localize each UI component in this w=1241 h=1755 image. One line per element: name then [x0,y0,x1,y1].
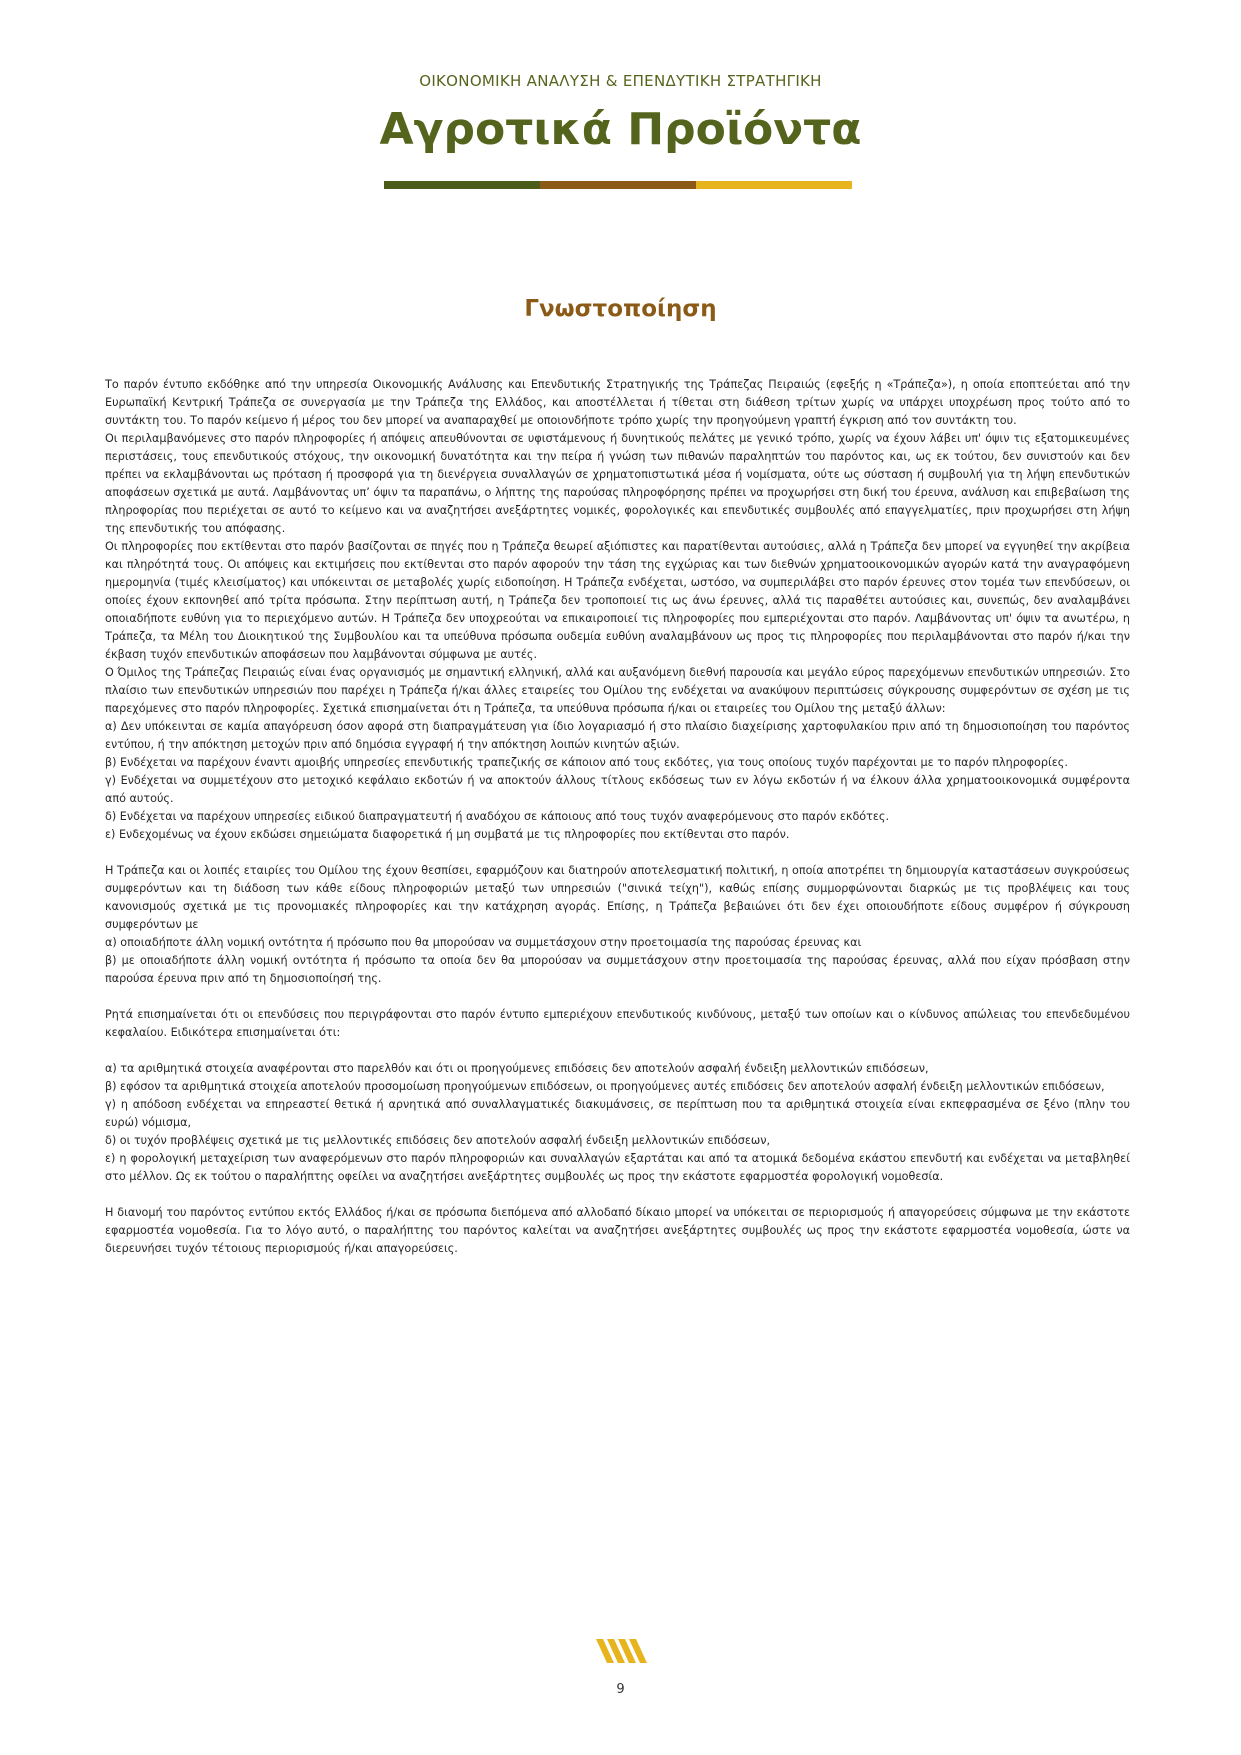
paragraph-spacer [105,988,1130,1006]
disclaimer-list-item: δ) Ενδέχεται να παρέχουν υπηρεσίες ειδικού διαπραγματευτή ή αναδόχου σε κάποιους από τους τυχόν αναφερόμενους στο παρόν εκδότες. [105,810,890,823]
disclaimer-list-item: ε) η φορολογική μεταχείριση των αναφερόμενων στο παρόν πληροφοριών και συναλλαγών εξαρτάται και από τα ατομικά δεδομένα εκάστου επενδυτή και ενδέχεται να μεταβληθεί στο μέλλον. Ως εκ τούτου ο παραλήπτης οφείλει να αναζητήσει ανεξάρτητες συμβουλές ως προς την εκάστοτε εφαρμοστέα φορολογική νομοθεσία. [105,1152,1130,1183]
disclaimer-list-item: γ) η απόδοση ενδέχεται να επηρεαστεί θετικά ή αρνητικά από συναλλαγματικές διακυμάνσεις, σε περίπτωση που τα αριθμητικά στοιχεία είναι εκπεφρασμένα σε ξένο (πλην του ευρώ) νόμισμα, [105,1098,1130,1129]
disclaimer-paragraph: Οι περιλαμβανόμενες στο παρόν πληροφορίες ή απόψεις απευθύνονται σε υφιστάμενους ή δυνητικούς πελάτες με γενικό τρόπο, χωρίς να έχουν λάβει υπ' όψιν τις εξατομικευμένες περιστάσεις, τους επενδυτικούς στόχους, την οικονομική δυνατότητα και την πείρα ή γνώση των πιθανών παραληπτών του παρόντος και, ως εκ τούτου, δεν συνιστούν και δεν πρέπει να εκλαμβάνονται ως πρόταση ή προσφορά για τη διενέργεια συναλλαγών σε χρηματοπιστωτικά μέσα ή νομίσματα, ούτε ως σύσταση ή συμβουλή για τη λήψη επενδυτικών αποφάσεων σχετικά με αυτά. Λαμβάνοντας υπ’ όψιν τα παραπάνω, ο λήπτης της παρούσας πληροφόρησης πρέπει να προχωρήσει στη δική του έρευνα, ανάλυση και επιβεβαίωση της πληροφορίας που περιέχεται σε αυτό το κείμενο και να αναζητήσει ανεξάρτητες νομικές, φορολογικές και επενδυτικές συμβουλές από επαγγελματίες, πριν προχωρήσει στη λήψη της επενδυτικής του απόφασης. [105,432,1130,535]
disclaimer-list-item: δ) οι τυχόν προβλέψεις σχετικά με τις μελλοντικές επιδόσεις δεν αποτελούν ασφαλή ένδειξη μελλοντικών επιδόσεων, [105,1134,771,1147]
disclaimer-list-item: ε) Ενδεχομένως να έχουν εκδώσει σημειώματα διαφορετικά ή μη συμβατά με τις πληροφορίες που εκτίθενται στο παρόν. [105,828,790,841]
section-title: Γνωστοποίηση [524,296,717,322]
color-bar-segment-green [384,181,540,189]
disclaimer-paragraph: Η Τράπεζα και οι λοιπές εταιρίες του Ομίλου της έχουν θεσπίσει, εφαρμόζουν και διατηρούν αποτελεσματική πολιτική, η οποία αποτρέπει τη δημιουργία καταστάσεων συγκρούσεως συμφερόντων και τη διάδοση των κάθε είδους πληροφοριών μεταξύ των υπηρεσιών ("σινικά τείχη"), καθώς επίσης συμμορφώνονται διαρκώς με τις προβλέψεις και τους κανονισμούς σχετικά με τις προνομιακές πληροφορίες και την κατάχρηση αγοράς. Επίσης, η Τράπεζα βεβαιώνει ότι δεν έχει οποιουδήποτε είδους συμφέρον ή σύγκρουση συμφερόντων με [105,864,1130,931]
disclaimer-list-item: β) εφόσον τα αριθμητικά στοιχεία αποτελούν προσομοίωση προηγούμενων επιδόσεων, οι προηγούμενες αυτές επιδόσεις δεν αποτελούν ασφαλή ένδειξη μελλοντικών επιδόσεων, [105,1080,1105,1093]
disclaimer-paragraph: Ο Όμιλος της Τράπεζας Πειραιώς είναι ένας οργανισμός με σημαντική ελληνική, αλλά και αυξανόμενη διεθνή παρουσία και μεγάλο εύρος παρεχόμενων επενδυτικών υπηρεσιών. Στο πλαίσιο των επενδυτικών υπηρεσιών που παρέχει η Τράπεζα ή/και άλλες εταιρείες του Ομίλου της ενδέχεται να ανακύψουν περιπτώσεις σύγκρουσης συμφερόντων σε σχέση με τις παρεχόμενες στο παρόν πληροφορίες. Σχετικά επισημαίνεται ότι η Τράπεζα, τα υπεύθυνα πρόσωπα ή/και οι εταιρείες του Ομίλου της μεταξύ άλλων: [105,666,1130,715]
report-title: Αγροτικά Προϊόντα [379,104,862,155]
page-number: 9 [616,1682,625,1697]
disclaimer-paragraph: Ρητά επισημαίνεται ότι οι επενδύσεις που περιγράφονται στο παρόν έντυπο εμπεριέχουν επενδυτικούς κινδύνους, μεταξύ των οποίων και ο κίνδυνος απώλειας του επενδεδυμένου κεφαλαίου. Ειδικότερα επισημαίνεται ότι: [105,1008,1130,1039]
disclaimer-list-item: γ) Ενδέχεται να συμμετέχουν στο μετοχικό κεφάλαιο εκδοτών ή να αποκτούν άλλους τίτλους εκδόσεως των εν λόγω εκδοτών ή να έλκουν άλλα χρηματοοικονομικά συμφέροντα από αυτούς. [105,774,1130,805]
paragraph-spacer [105,1186,1130,1204]
title-color-bar [384,181,852,189]
piraeus-stripes-logo-icon [592,1637,648,1665]
color-bar-segment-yellow [696,181,852,189]
disclaimer-list-item: α) Δεν υπόκεινται σε καμία απαγόρευση όσον αφορά στη διαπραγμάτευση για ίδιο λογαριασμό ή στο πλαίσιο διαχείρισης χαρτοφυλακίου πριν από τη δημοσιοποίηση του παρόντος εντύπου, ή την απόκτηση μετοχών πριν από δημόσια εγγραφή ή την απόκτηση λοιπών κινητών αξιών. [105,720,1130,751]
disclaimer-list-item: α) τα αριθμητικά στοιχεία αναφέρονται στο παρελθόν και ότι οι προηγούμενες επιδόσεις δεν αποτελούν ασφαλή ένδειξη μελλοντικών επιδόσεων, [105,1062,929,1075]
paragraph-spacer [105,1042,1130,1060]
document-header [0,72,1241,154]
disclaimer-body [105,376,1130,1258]
disclaimer-paragraph: Το παρόν έντυπο εκδόθηκε από την υπηρεσία Οικονομικής Ανάλυσης και Επενδυτικής Στρατηγικής της Τράπεζας Πειραιώς (εφεξής η «Τράπεζα»), η οποία εποπτεύεται από την Ευρωπαϊκή Κεντρική Τράπεζα σε συνεργασία με την Τράπεζα της Ελλάδος, και αποστέλλεται ή τίθεται στη διάθεση τρίτων χωρίς να υπάρχει υποχρέωση προς τούτο από το συντάκτη του. Το παρόν κείμενο ή μέρος του δεν μπορεί να αναπαραχθεί με οποιονδήποτε τρόπο χωρίς την προηγούμενη γραπτή έγκριση από τον συντάκτη του. [105,378,1130,427]
report-series-title: ΟΙΚΟΝΟΜΙΚΗ ΑΝΑΛΥΣΗ & ΕΠΕΝΔΥΤΙΚΗ ΣΤΡΑΤΗΓΙΚΗ [419,72,822,90]
disclaimer-list-item: α) οποιαδήποτε άλλη νομική οντότητα ή πρόσωπο που θα μπορούσαν να συμμετάσχουν στην προετοιμασία της παρούσας έρευνας και [105,936,862,949]
paragraph-spacer [105,844,1130,862]
disclaimer-list-item: β) με οποιαδήποτε άλλη νομική οντότητα ή πρόσωπο τα οποία δεν θα μπορούσαν να συμμετάσχουν στην προετοιμασία της παρούσας έρευνας, αλλά που είχαν πρόσβαση στην παρούσα έρευνα πριν από τη δημοσιοποίησή της. [105,954,1130,985]
disclaimer-paragraph: Η διανομή του παρόντος εντύπου εκτός Ελλάδος ή/και σε πρόσωπα διεπόμενα από αλλοδαπό δίκαιο μπορεί να υπόκειται σε περιορισμούς ή απαγορεύσεις σύμφωνα με την εκάστοτε εφαρμοστέα νομοθεσία. Για το λόγο αυτό, ο παραλήπτης του παρόντος καλείται να αναζητήσει ανεξάρτητες συμβουλές ως προς την εκάστοτε εφαρμοστέα νομοθεσία, ώστε να διερευνήσει τυχόν τέτοιους περιορισμούς ή/και απαγορεύσεις. [105,1206,1130,1255]
color-bar-segment-brown [540,181,696,189]
disclaimer-list-item: β) Ενδέχεται να παρέχουν έναντι αμοιβής υπηρεσίες επενδυτικής τραπεζικής σε κάποιον από τους εκδότες, για τους οποίους τυχόν παρέχονται με το παρόν πληροφορίες. [105,756,1068,769]
disclaimer-paragraph: Οι πληροφορίες που εκτίθενται στο παρόν βασίζονται σε πηγές που η Τράπεζα θεωρεί αξιόπιστες και παρατίθενται αυτούσιες, αλλά η Τράπεζα δεν μπορεί να εγγυηθεί την ακρίβεια και πληρότητά τους. Οι απόψεις και εκτιμήσεις που εκτίθενται στο παρόν αφορούν την τάση της εγχώριας και των διεθνών χρηματοοικονομικών αγορών κατά την αναγραφόμενη ημερομηνία (τιμές κλεισίματος) και υπόκεινται σε μεταβολές χωρίς ειδοποίηση. Η Τράπεζα ενδέχεται, ωστόσο, να συμπεριλάβει στο παρόν έρευνες στον τομέα των επενδύσεων, οι οποίες έχουν εκπονηθεί από τρίτα πρόσωπα. Στην περίπτωση αυτή, η Τράπεζα δεν τροποποιεί τις ως άνω έρευνες, αλλά τις παραθέτει αυτούσιες και, συνεπώς, δεν αναλαμβάνει οποιαδήποτε ευθύνη για το περιεχόμενο αυτών. Η Τράπεζα δεν υποχρεούται να επικαιροποιεί τις πληροφορίες που εμπεριέχονται στο παρόν. Λαμβάνοντας υπ' όψιν τα ανωτέρω, η Τράπεζα, τα Μέλη του Διοικητικού της Συμβουλίου και τα υπεύθυνα πρόσωπα ουδεμία ευθύνη αναλαμβάνουν ως προς τις πληροφορίες που περιλαμβάνονται στο παρόν ή/και την έκβαση τυχόν επενδυτικών αποφάσεων που λαμβάνονται σύμφωνα με αυτές. [105,540,1130,661]
